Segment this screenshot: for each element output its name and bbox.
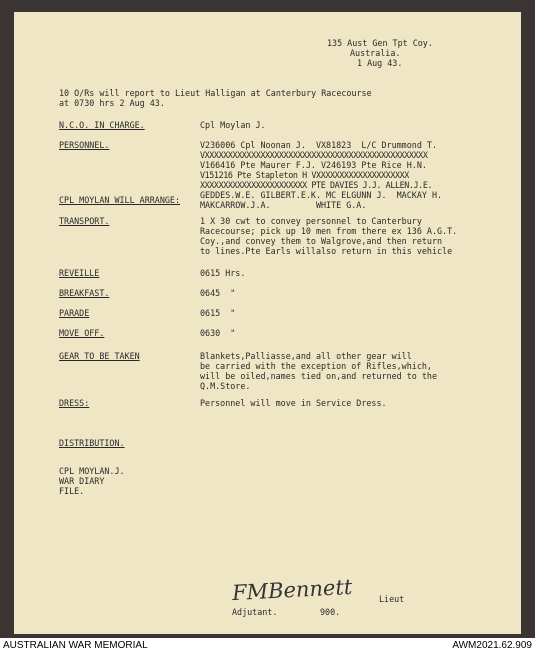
signature-number: 900. xyxy=(320,607,341,617)
signature-title: Adjutant. xyxy=(232,607,278,617)
transport-label: TRANSPORT. xyxy=(59,216,110,226)
schedule-time: 0645 " xyxy=(200,288,236,298)
schedule-label: REVEILLE xyxy=(59,268,100,278)
archive-reference: AWM2021.62.909 xyxy=(452,640,532,651)
distribution-item: FILE. xyxy=(59,486,85,496)
schedule-time: 0615 Hrs. xyxy=(200,268,246,278)
handwritten-signature: FMBennett xyxy=(231,574,353,606)
gear-line: will be oiled,names tied on,and returned to the xyxy=(200,371,437,381)
transport-line: Coy.,and convey them to Walgrove,and then return xyxy=(200,236,443,246)
moylan-arranges-line: GEDDES.W.E. GILBERT.E.K. MC ELGUNN J. MACKAY H. xyxy=(200,190,443,200)
transport-line: to lines.Pte Earls willalso return in this vehicle xyxy=(200,246,453,256)
gear-line: Q.M.Store. xyxy=(200,381,251,391)
personnel-line: V151216 Pte Stapleton H VXXXXXXXXXXXXXXXXXXXX xyxy=(200,170,409,180)
distribution-label: DISTRIBUTION. xyxy=(59,438,125,448)
gear-line: Blankets,Palliasse,and all other gear will xyxy=(200,351,412,361)
nco-value: Cpl Moylan J. xyxy=(200,120,266,130)
schedule-time: 0615 " xyxy=(200,308,236,318)
archive-name: AUSTRALIAN WAR MEMORIAL xyxy=(3,640,148,651)
archive-footer xyxy=(0,639,535,653)
dress-label: DRESS: xyxy=(59,398,90,408)
personnel-line: V236006 Cpl Noonan J. VX81823 L/C Drummond T. xyxy=(200,140,437,150)
intro-line: at 0730 hrs 2 Aug 43. xyxy=(59,98,165,108)
unit-name: 135 Aust Gen Tpt Coy. xyxy=(327,38,433,48)
schedule-label: MOVE OFF. xyxy=(59,328,105,338)
personnel-label: PERSONNEL. xyxy=(59,140,110,150)
document-date: 1 Aug 43. xyxy=(357,58,403,68)
intro-line: 10 O/Rs will report to Lieut Halligan at Canterbury Racecourse xyxy=(59,88,372,98)
personnel-line: V166416 Pte Maurer F.J. V246193 Pte Rice H.N. xyxy=(200,160,427,170)
schedule-label: BREAKFAST. xyxy=(59,288,110,298)
distribution-item: WAR DIARY xyxy=(59,476,105,486)
moylan-arranges-label: CPL MOYLAN WILL ARRANGE: xyxy=(59,195,181,205)
transport-line: 1 X 30 cwt to convey personnel to Canterbury xyxy=(200,216,422,226)
nco-label: N.C.O. IN CHARGE. xyxy=(59,120,145,130)
typed-document-page xyxy=(14,12,521,634)
distribution-item: CPL MOYLAN.J. xyxy=(59,466,125,476)
signature-rank: Lieut xyxy=(379,594,405,604)
transport-line: Racecourse; pick up 10 men from there ex 136 A.G.T. xyxy=(200,226,458,236)
schedule-label: PARADE xyxy=(59,308,90,318)
gear-label: GEAR TO BE TAKEN xyxy=(59,351,140,361)
gear-line: be carried with the exception of Rifles,which, xyxy=(200,361,432,371)
dress-value: Personnel will move in Service Dress. xyxy=(200,398,387,408)
personnel-line-struck: VXXXXXXXXXXXXXXXXXXXXXXXXXXXXXXXXXXXXXXXXXXXXXXXX xyxy=(200,150,428,160)
unit-location: Australia. xyxy=(350,48,401,58)
moylan-arranges-line: MAKCARROW.J.A. WHITE G.A. xyxy=(200,200,367,210)
personnel-line: XXXXXXXXXXXXXXXXXXXXXXX PTE DAVIES J.J. ALLEN.J.E. xyxy=(200,180,433,190)
schedule-time: 0630 " xyxy=(200,328,236,338)
